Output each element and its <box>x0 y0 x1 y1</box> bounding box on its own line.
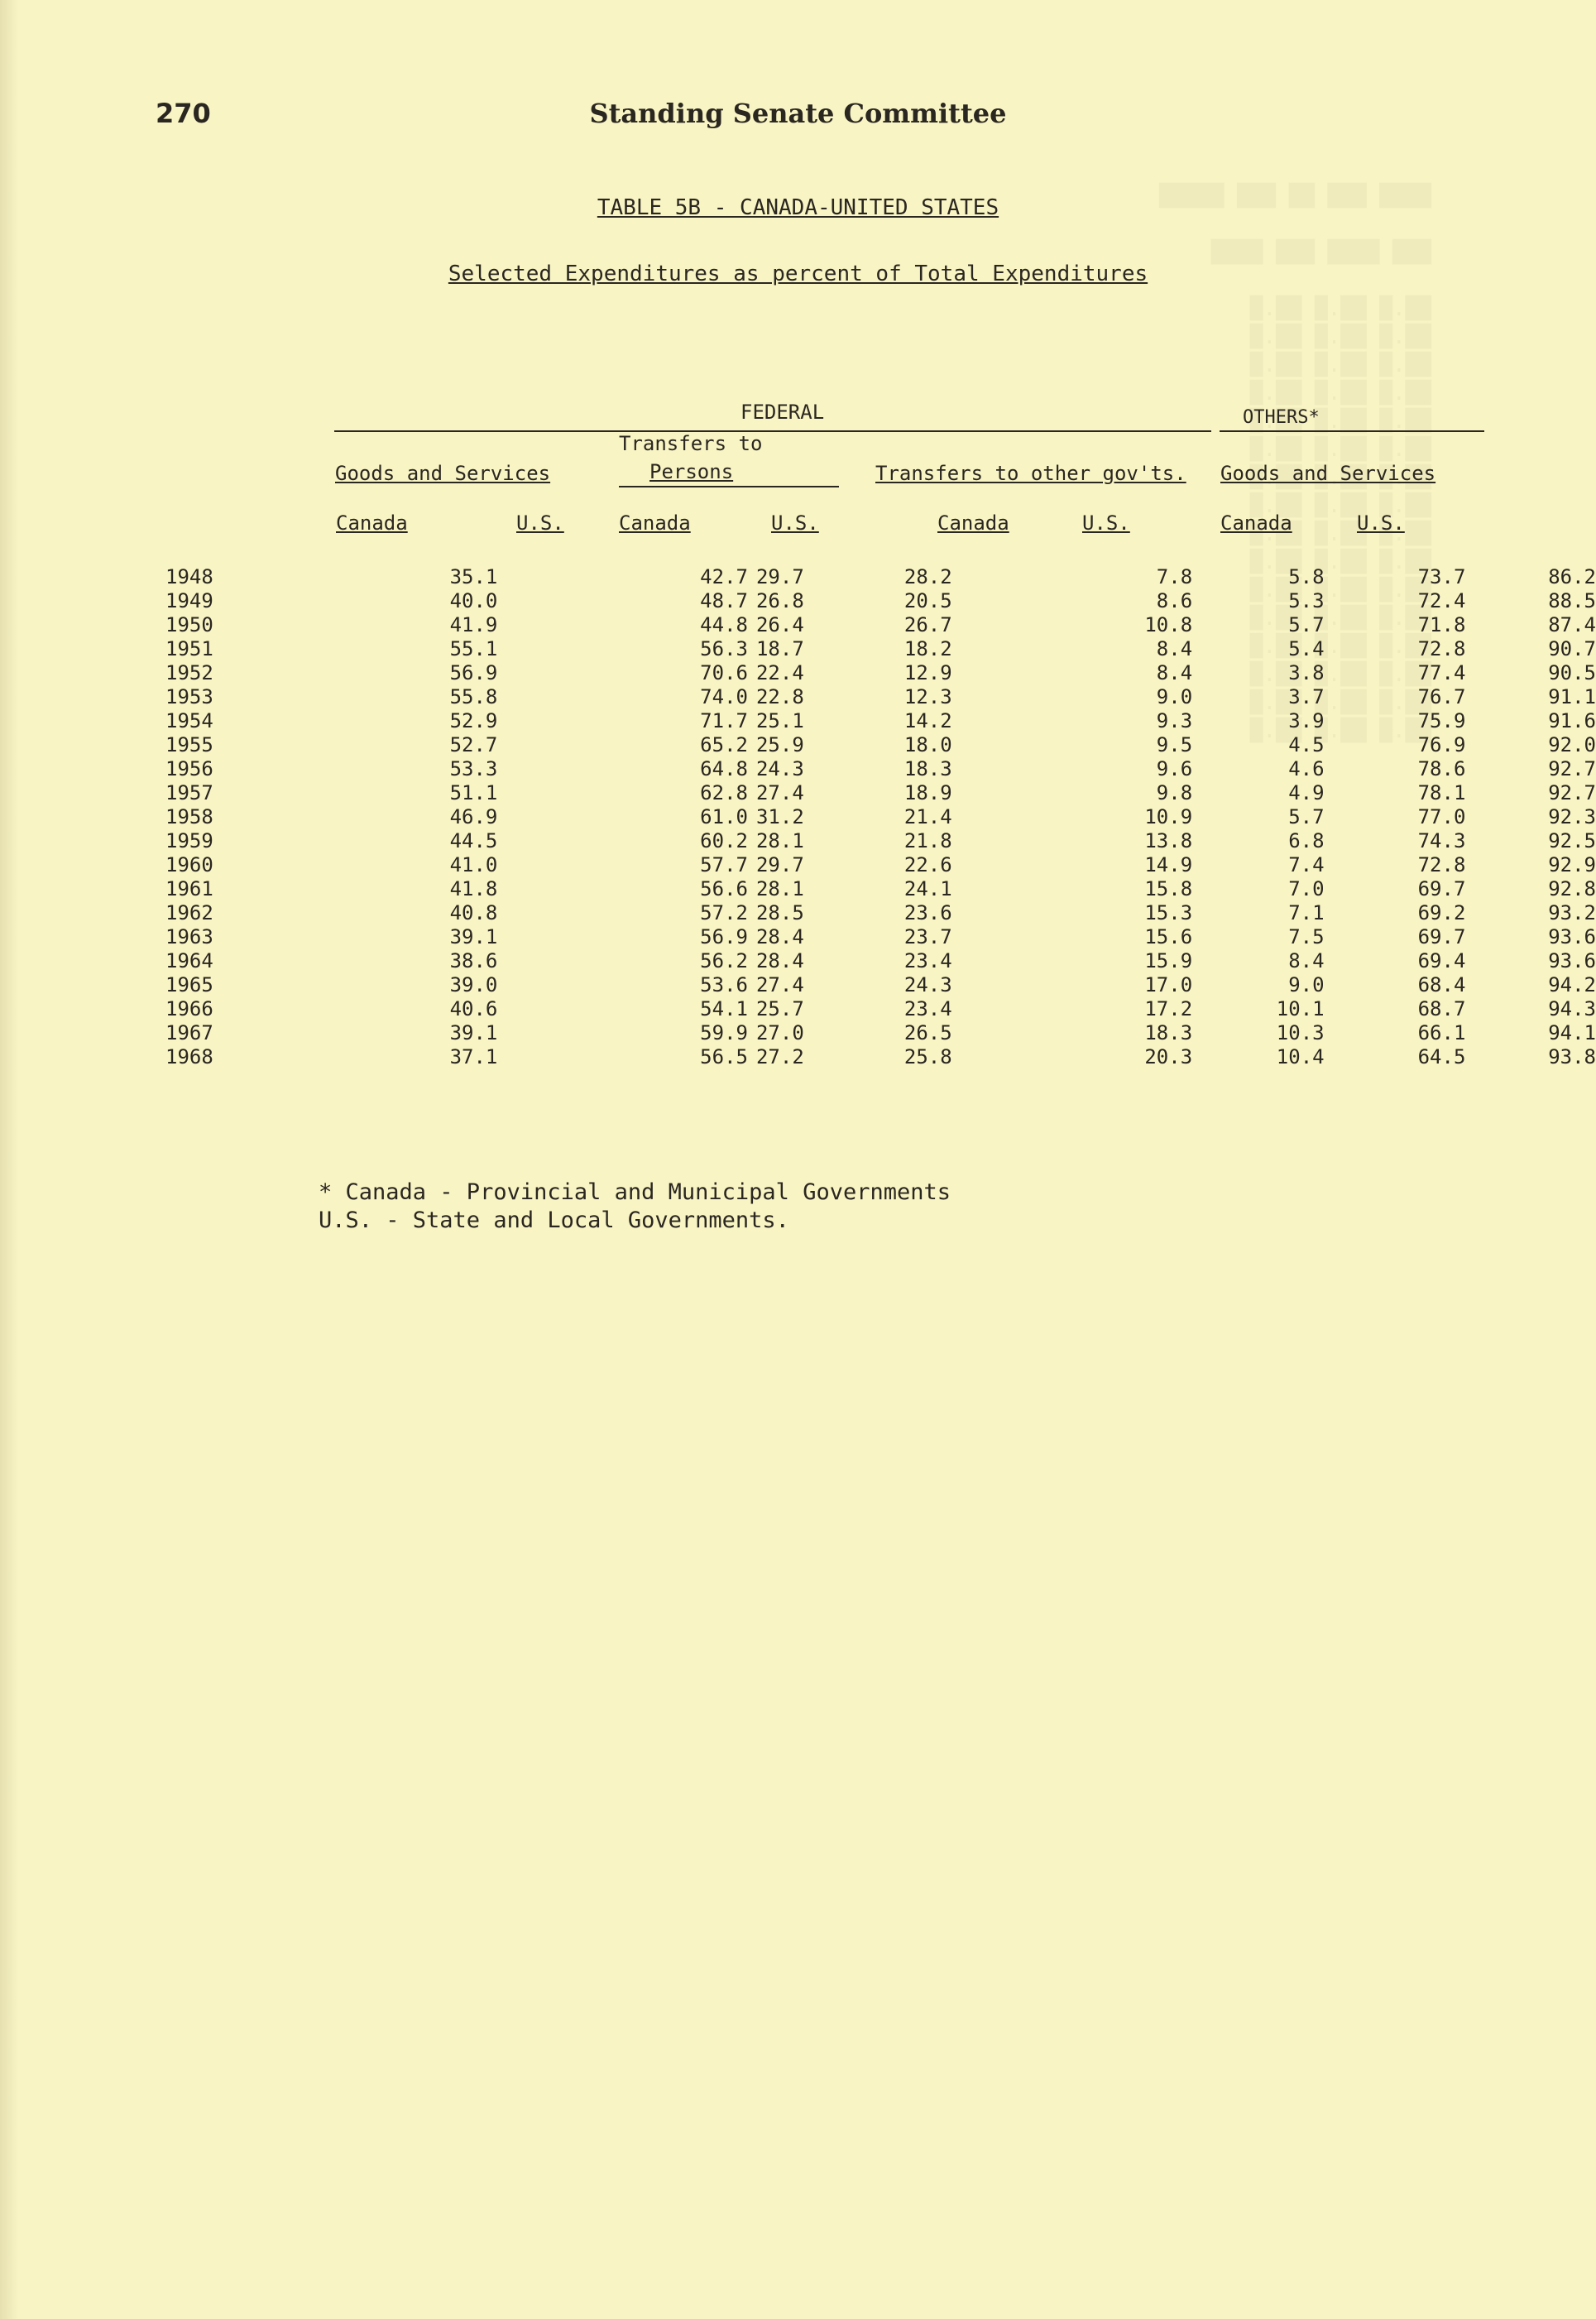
cell-goods-canada: 52.9 <box>449 709 498 732</box>
cell-goods-canada: 44.5 <box>449 829 498 852</box>
cell-year: 1955 <box>165 733 213 756</box>
table-row <box>165 733 1596 757</box>
table-row <box>165 661 1596 685</box>
table-row <box>165 685 1596 709</box>
cell-goods-canada: 53.3 <box>449 757 498 780</box>
table-row <box>165 1021 1596 1045</box>
cell-persons-us: 14.2 <box>903 709 952 732</box>
table-row <box>165 877 1596 901</box>
cell-govts-canada: 9.3 <box>1156 709 1193 732</box>
table-subtitle <box>0 262 1596 286</box>
cell-persons-us: 20.5 <box>903 589 952 612</box>
cell-govts-us: 5.4 <box>1288 637 1325 660</box>
transfers-persons-rule <box>619 486 839 487</box>
cell-goods-us: 56.2 <box>700 949 748 972</box>
cell-persons-us: 26.5 <box>903 1021 952 1044</box>
cell-goods-us: 56.9 <box>700 925 748 948</box>
cell-goods-canada: 52.7 <box>449 733 498 756</box>
cell-govts-canada: 15.9 <box>1144 949 1193 972</box>
cell-persons-canada: 22.4 <box>755 661 804 684</box>
cell-others-us: 94.3 <box>1548 997 1596 1020</box>
cell-persons-us: 18.3 <box>903 757 952 780</box>
cell-goods-us: 62.8 <box>700 781 748 804</box>
cell-govts-canada: 9.6 <box>1156 757 1193 780</box>
col-header-others-goods-services: Goods and Services <box>1220 462 1436 485</box>
cell-goods-canada: 51.1 <box>449 781 498 804</box>
cell-govts-us: 7.4 <box>1288 853 1325 876</box>
table-title-text: TABLE 5B - CANADA-UNITED STATES <box>597 195 999 220</box>
cell-goods-canada: 35.1 <box>449 565 498 588</box>
cell-persons-us: 21.8 <box>903 829 952 852</box>
table-row <box>165 925 1596 949</box>
cell-year: 1967 <box>165 1021 213 1044</box>
cell-others-canada: 72.8 <box>1417 637 1466 660</box>
cell-persons-canada: 27.4 <box>755 973 804 996</box>
table-row <box>165 1045 1596 1069</box>
table-row <box>165 997 1596 1021</box>
cell-others-canada: 68.7 <box>1417 997 1466 1020</box>
cell-others-us: 94.2 <box>1548 973 1596 996</box>
page-header <box>0 98 1596 131</box>
table-row <box>165 901 1596 925</box>
cell-persons-canada: 27.0 <box>755 1021 804 1044</box>
cell-others-us: 92.0 <box>1548 733 1596 756</box>
cell-goods-us: 56.3 <box>700 637 748 660</box>
cell-goods-us: 57.2 <box>700 901 748 924</box>
cell-others-us: 93.6 <box>1548 925 1596 948</box>
cell-govts-canada: 8.6 <box>1156 589 1193 612</box>
table-row <box>165 805 1596 829</box>
col-header-transfers-persons-line1: Transfers to <box>619 432 763 455</box>
cell-others-canada: 71.8 <box>1417 613 1466 636</box>
cell-year: 1960 <box>165 853 213 876</box>
table-row <box>165 589 1596 613</box>
cell-goods-us: 48.7 <box>700 589 748 612</box>
cell-others-us: 93.2 <box>1548 901 1596 924</box>
cell-others-canada: 75.9 <box>1417 709 1466 732</box>
cell-goods-us: 56.6 <box>700 877 748 900</box>
cell-goods-us: 56.5 <box>700 1045 748 1068</box>
cell-goods-canada: 37.1 <box>449 1045 498 1068</box>
cell-others-canada: 74.3 <box>1417 829 1466 852</box>
cell-others-canada: 76.7 <box>1417 685 1466 708</box>
cell-govts-canada: 9.0 <box>1156 685 1193 708</box>
cell-persons-canada: 31.2 <box>755 805 804 828</box>
footnote-line-1: * Canada - Provincial and Municipal Governments <box>319 1179 951 1205</box>
cell-persons-canada: 28.4 <box>755 949 804 972</box>
cell-others-canada: 64.5 <box>1417 1045 1466 1068</box>
cell-persons-canada: 26.8 <box>755 589 804 612</box>
cell-others-canada: 72.8 <box>1417 853 1466 876</box>
cell-goods-canada: 41.9 <box>449 613 498 636</box>
cell-goods-canada: 38.6 <box>449 949 498 972</box>
others-rule <box>1220 430 1484 432</box>
cell-others-us: 90.7 <box>1548 637 1596 660</box>
data-table <box>165 565 1596 1069</box>
cell-goods-us: 71.7 <box>700 709 748 732</box>
footnote <box>319 1179 951 1235</box>
cell-others-canada: 76.9 <box>1417 733 1466 756</box>
federal-rule <box>334 430 1211 432</box>
cell-persons-canada: 27.2 <box>755 1045 804 1068</box>
cell-govts-us: 3.7 <box>1288 685 1325 708</box>
page-number: 270 <box>156 98 211 129</box>
cell-persons-canada: 25.7 <box>755 997 804 1020</box>
cell-others-canada: 77.0 <box>1417 805 1466 828</box>
table-row <box>165 973 1596 997</box>
cell-govts-us: 4.5 <box>1288 733 1325 756</box>
cell-others-canada: 78.6 <box>1417 757 1466 780</box>
cell-others-us: 91.1 <box>1548 685 1596 708</box>
cell-govts-us: 9.0 <box>1288 973 1325 996</box>
cell-persons-us: 18.2 <box>903 637 952 660</box>
cell-persons-us: 25.8 <box>903 1045 952 1068</box>
cell-govts-us: 7.5 <box>1288 925 1325 948</box>
cell-persons-us: 18.9 <box>903 781 952 804</box>
cell-persons-us: 12.9 <box>903 661 952 684</box>
cell-others-us: 92.9 <box>1548 853 1596 876</box>
cell-goods-us: 65.2 <box>700 733 748 756</box>
cell-persons-us: 24.3 <box>903 973 952 996</box>
sub-header-us: U.S. <box>1082 511 1130 535</box>
cell-goods-us: 74.0 <box>700 685 748 708</box>
cell-govts-canada: 15.8 <box>1144 877 1193 900</box>
cell-goods-us: 44.8 <box>700 613 748 636</box>
cell-govts-us: 5.8 <box>1288 565 1325 588</box>
page-binding-shadow <box>0 0 18 2319</box>
cell-govts-us: 7.0 <box>1288 877 1325 900</box>
cell-goods-us: 57.7 <box>700 853 748 876</box>
cell-govts-canada: 15.6 <box>1144 925 1193 948</box>
col-header-transfers-persons-line2: Persons <box>649 460 734 483</box>
cell-others-canada: 78.1 <box>1417 781 1466 804</box>
cell-persons-us: 26.7 <box>903 613 952 636</box>
cell-persons-canada: 25.9 <box>755 733 804 756</box>
cell-goods-canada: 41.0 <box>449 853 498 876</box>
footnote-line-2: U.S. - State and Local Governments. <box>319 1208 789 1233</box>
cell-year: 1963 <box>165 925 213 948</box>
col-header-transfers-govts: Transfers to other gov'ts. <box>875 462 1186 485</box>
cell-others-us: 87.4 <box>1548 613 1596 636</box>
cell-govts-canada: 17.0 <box>1144 973 1193 996</box>
group-header-others: OTHERS* <box>1243 407 1320 428</box>
cell-others-us: 92.7 <box>1548 781 1596 804</box>
cell-goods-us: 60.2 <box>700 829 748 852</box>
cell-year: 1961 <box>165 877 213 900</box>
cell-persons-canada: 27.4 <box>755 781 804 804</box>
cell-persons-us: 12.3 <box>903 685 952 708</box>
cell-goods-us: 42.7 <box>700 565 748 588</box>
col-header-goods-services: Goods and Services <box>335 462 551 485</box>
cell-year: 1949 <box>165 589 213 612</box>
cell-govts-canada: 15.3 <box>1144 901 1193 924</box>
cell-others-canada: 72.4 <box>1417 589 1466 612</box>
cell-govts-us: 10.4 <box>1276 1045 1325 1068</box>
cell-year: 1958 <box>165 805 213 828</box>
table-row <box>165 949 1596 973</box>
cell-goods-us: 61.0 <box>700 805 748 828</box>
cell-year: 1956 <box>165 757 213 780</box>
cell-govts-canada: 20.3 <box>1144 1045 1193 1068</box>
cell-persons-canada: 22.8 <box>755 685 804 708</box>
cell-persons-us: 23.6 <box>903 901 952 924</box>
cell-govts-canada: 8.4 <box>1156 637 1193 660</box>
cell-govts-canada: 17.2 <box>1144 997 1193 1020</box>
table-row <box>165 565 1596 589</box>
cell-year: 1966 <box>165 997 213 1020</box>
cell-others-us: 92.5 <box>1548 829 1596 852</box>
cell-year: 1962 <box>165 901 213 924</box>
cell-year: 1953 <box>165 685 213 708</box>
cell-persons-us: 23.7 <box>903 925 952 948</box>
cell-year: 1968 <box>165 1045 213 1068</box>
cell-govts-us: 8.4 <box>1288 949 1325 972</box>
cell-persons-canada: 25.1 <box>755 709 804 732</box>
cell-goods-canada: 39.1 <box>449 925 498 948</box>
cell-others-canada: 77.4 <box>1417 661 1466 684</box>
table-row <box>165 637 1596 661</box>
cell-others-canada: 69.7 <box>1417 877 1466 900</box>
cell-others-us: 92.8 <box>1548 877 1596 900</box>
cell-persons-canada: 28.4 <box>755 925 804 948</box>
table-row <box>165 853 1596 877</box>
cell-others-us: 90.5 <box>1548 661 1596 684</box>
cell-goods-canada: 41.8 <box>449 877 498 900</box>
cell-goods-canada: 39.1 <box>449 1021 498 1044</box>
cell-others-us: 86.2 <box>1548 565 1596 588</box>
table-row <box>165 757 1596 781</box>
cell-govts-us: 5.7 <box>1288 805 1325 828</box>
cell-year: 1954 <box>165 709 213 732</box>
cell-persons-canada: 29.7 <box>755 565 804 588</box>
cell-goods-us: 59.9 <box>700 1021 748 1044</box>
cell-govts-us: 5.3 <box>1288 589 1325 612</box>
cell-goods-canada: 40.8 <box>449 901 498 924</box>
table-row <box>165 781 1596 805</box>
cell-others-canada: 66.1 <box>1417 1021 1466 1044</box>
running-title: Standing Senate Committee <box>589 98 1007 129</box>
cell-govts-canada: 10.9 <box>1144 805 1193 828</box>
cell-govts-us: 3.9 <box>1288 709 1325 732</box>
cell-year: 1948 <box>165 565 213 588</box>
cell-goods-canada: 39.0 <box>449 973 498 996</box>
cell-others-canada: 69.4 <box>1417 949 1466 972</box>
sub-header-canada: Canada <box>1220 511 1292 535</box>
cell-others-us: 93.6 <box>1548 949 1596 972</box>
cell-govts-us: 7.1 <box>1288 901 1325 924</box>
cell-persons-us: 24.1 <box>903 877 952 900</box>
cell-goods-us: 64.8 <box>700 757 748 780</box>
cell-year: 1952 <box>165 661 213 684</box>
cell-year: 1957 <box>165 781 213 804</box>
sub-header-canada: Canada <box>619 511 691 535</box>
table-row <box>165 613 1596 637</box>
cell-year: 1950 <box>165 613 213 636</box>
cell-year: 1951 <box>165 637 213 660</box>
cell-govts-canada: 8.4 <box>1156 661 1193 684</box>
cell-goods-canada: 55.8 <box>449 685 498 708</box>
cell-goods-canada: 40.6 <box>449 997 498 1020</box>
cell-goods-canada: 55.1 <box>449 637 498 660</box>
cell-year: 1964 <box>165 949 213 972</box>
cell-persons-us: 18.0 <box>903 733 952 756</box>
cell-govts-us: 4.6 <box>1288 757 1325 780</box>
cell-others-canada: 69.7 <box>1417 925 1466 948</box>
cell-persons-canada: 18.7 <box>755 637 804 660</box>
cell-others-us: 91.6 <box>1548 709 1596 732</box>
cell-goods-us: 54.1 <box>700 997 748 1020</box>
table-row <box>165 709 1596 733</box>
cell-govts-canada: 7.8 <box>1156 565 1193 588</box>
cell-goods-us: 70.6 <box>700 661 748 684</box>
cell-persons-us: 21.4 <box>903 805 952 828</box>
cell-govts-canada: 10.8 <box>1144 613 1193 636</box>
cell-goods-us: 53.6 <box>700 973 748 996</box>
cell-persons-us: 23.4 <box>903 997 952 1020</box>
cell-govts-canada: 14.9 <box>1144 853 1193 876</box>
sub-header-canada: Canada <box>336 511 408 535</box>
cell-persons-canada: 28.1 <box>755 829 804 852</box>
cell-govts-canada: 9.5 <box>1156 733 1193 756</box>
cell-persons-canada: 29.7 <box>755 853 804 876</box>
table-row <box>165 829 1596 853</box>
cell-others-us: 88.5 <box>1548 589 1596 612</box>
cell-govts-us: 3.8 <box>1288 661 1325 684</box>
cell-govts-us: 10.3 <box>1276 1021 1325 1044</box>
cell-others-canada: 69.2 <box>1417 901 1466 924</box>
cell-persons-canada: 24.3 <box>755 757 804 780</box>
sub-header-us: U.S. <box>516 511 564 535</box>
sub-header-us: U.S. <box>771 511 819 535</box>
cell-others-us: 94.1 <box>1548 1021 1596 1044</box>
group-header-federal: FEDERAL <box>740 401 825 424</box>
cell-persons-canada: 28.1 <box>755 877 804 900</box>
cell-govts-canada: 18.3 <box>1144 1021 1193 1044</box>
cell-govts-canada: 13.8 <box>1144 829 1193 852</box>
cell-govts-us: 10.1 <box>1276 997 1325 1020</box>
cell-year: 1959 <box>165 829 213 852</box>
cell-persons-us: 28.2 <box>903 565 952 588</box>
table-subtitle-text: Selected Expenditures as percent of Total Expenditures <box>448 262 1148 286</box>
cell-persons-us: 22.6 <box>903 853 952 876</box>
cell-others-us: 93.8 <box>1548 1045 1596 1068</box>
cell-goods-canada: 40.0 <box>449 589 498 612</box>
cell-govts-us: 5.7 <box>1288 613 1325 636</box>
cell-govts-us: 6.8 <box>1288 829 1325 852</box>
sub-header-canada: Canada <box>937 511 1009 535</box>
cell-govts-us: 4.9 <box>1288 781 1325 804</box>
cell-persons-canada: 28.5 <box>755 901 804 924</box>
cell-others-us: 92.7 <box>1548 757 1596 780</box>
cell-others-us: 92.3 <box>1548 805 1596 828</box>
table-title <box>0 195 1596 220</box>
cell-others-canada: 73.7 <box>1417 565 1466 588</box>
cell-goods-canada: 56.9 <box>449 661 498 684</box>
cell-persons-canada: 26.4 <box>755 613 804 636</box>
cell-year: 1965 <box>165 973 213 996</box>
cell-persons-us: 23.4 <box>903 949 952 972</box>
cell-others-canada: 68.4 <box>1417 973 1466 996</box>
cell-govts-canada: 9.8 <box>1156 781 1193 804</box>
sub-header-us: U.S. <box>1357 511 1405 535</box>
cell-goods-canada: 46.9 <box>449 805 498 828</box>
